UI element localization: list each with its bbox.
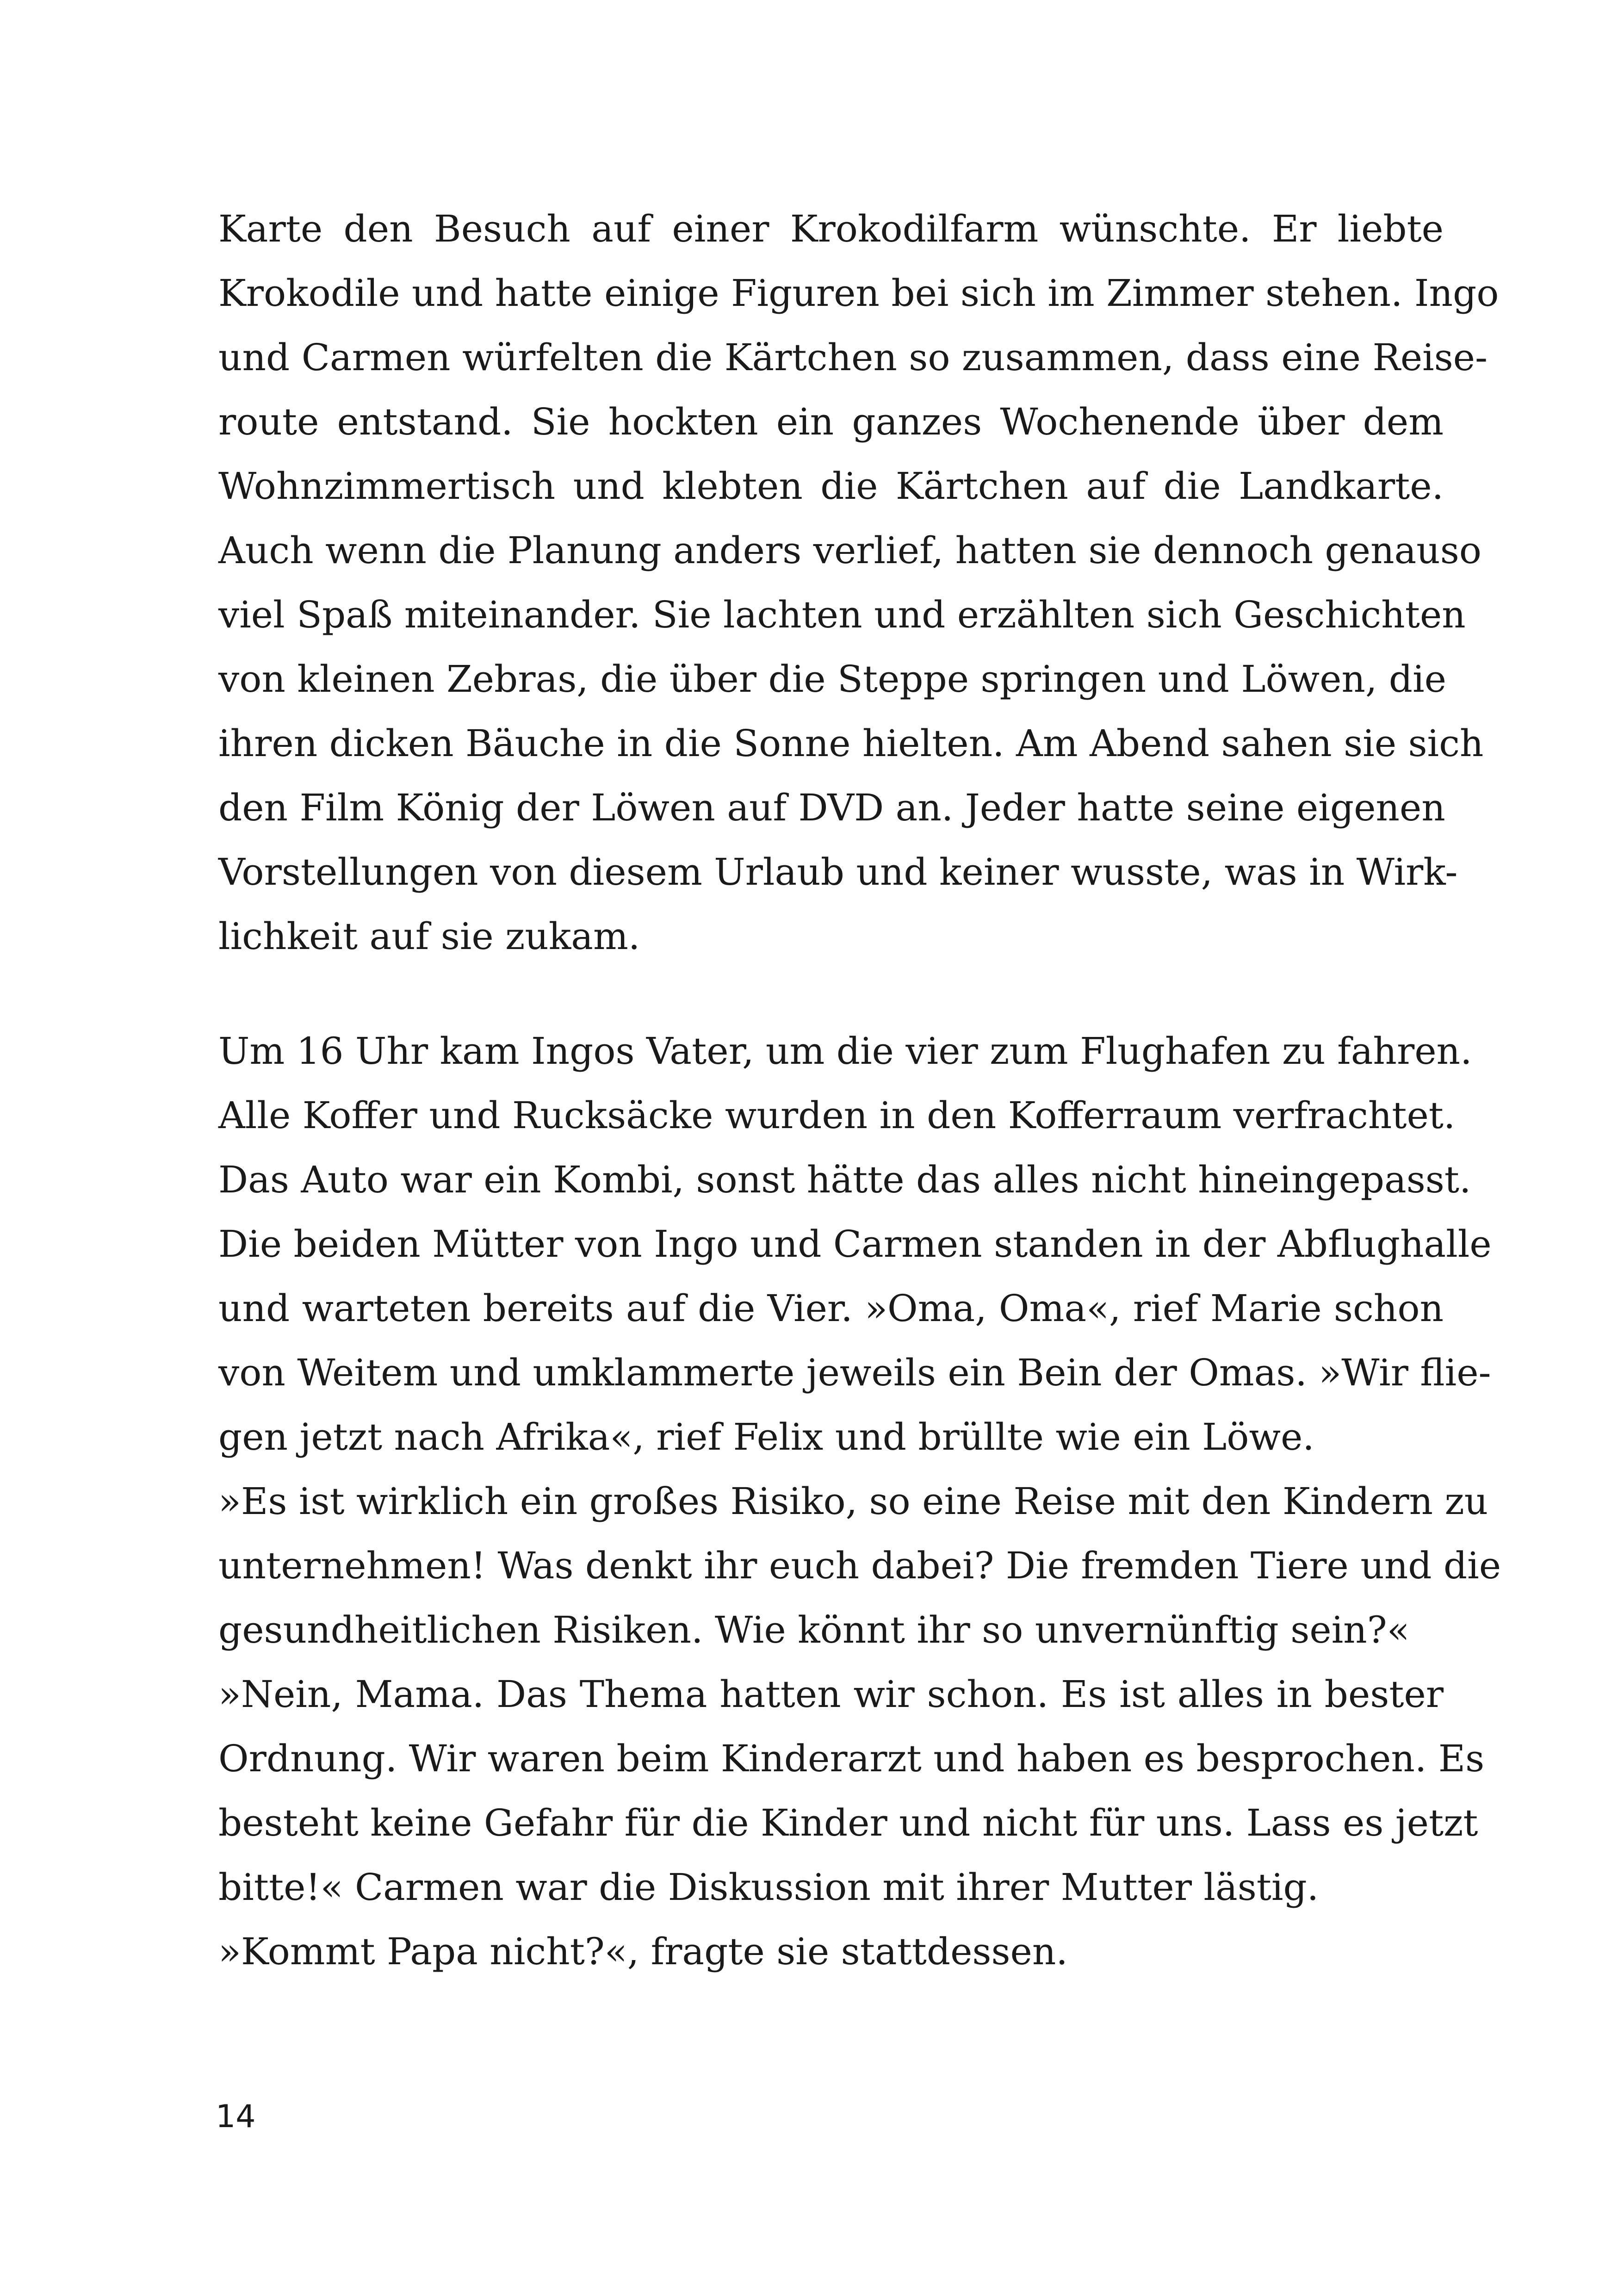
text-line: »Es ist wirklich ein großes Risiko, so eine Reise mit den Kindern zu bbox=[218, 1480, 1488, 1523]
text-line: Vorstellungen von diesem Urlaub und keiner wusste, was in Wirk- bbox=[218, 850, 1458, 894]
text-line: von kleinen Zebras, die über die Steppe springen und Löwen, die bbox=[218, 658, 1446, 701]
text-line: Das Auto war ein Kombi, sonst hätte das alles nicht hineingepasst. bbox=[218, 1158, 1471, 1201]
text-line: Ordnung. Wir waren beim Kinderarzt und haben es besprochen. Es bbox=[218, 1737, 1485, 1780]
text-line: Krokodile und hatte einige Figuren bei sich im Zimmer stehen. Ingo bbox=[218, 272, 1499, 315]
text-line: besteht keine Gefahr für die Kinder und nicht für uns. Lass es jetzt bbox=[218, 1801, 1478, 1844]
paragraph-1 bbox=[218, 197, 1499, 968]
text-line: Alle Koffer und Rucksäcke wurden in den Kofferraum verfrachtet. bbox=[218, 1094, 1456, 1137]
text-line: Auch wenn die Planung anders verlief, hatten sie dennoch genauso bbox=[218, 529, 1482, 572]
text-line: Karte den Besuch auf einer Krokodilfarm wünschte. Er liebte bbox=[218, 207, 1444, 250]
text-line: unternehmen! Was denkt ihr euch dabei? Die fremden Tiere und die bbox=[218, 1544, 1501, 1587]
text-line: viel Spaß miteinander. Sie lachten und erzählten sich Geschichten bbox=[218, 593, 1466, 636]
text-line: Die beiden Mütter von Ingo und Carmen standen in der Abflughalle bbox=[218, 1222, 1492, 1266]
text-line: Um 16 Uhr kam Ingos Vater, um die vier zum Flughafen zu fahren. bbox=[218, 1030, 1472, 1073]
page-number: 14 bbox=[216, 2098, 256, 2135]
text-line: gesundheitlichen Risiken. Wie könnt ihr so unvernünftig sein?« bbox=[218, 1608, 1410, 1651]
text-line: Wohnzimmertisch und klebten die Kärtchen auf die Landkarte. bbox=[218, 465, 1444, 508]
text-line: von Weitem und umklammerte jeweils ein Bein der Omas. »Wir flie- bbox=[218, 1351, 1491, 1394]
text-line: »Nein, Mama. Das Thema hatten wir schon. Es ist alles in bester bbox=[218, 1673, 1444, 1716]
text-line: »Kommt Papa nicht?«, fragte sie stattdessen. bbox=[218, 1930, 1068, 1973]
text-line: den Film König der Löwen auf DVD an. Jeder hatte seine eigenen bbox=[218, 786, 1445, 829]
text-line: und Carmen würfelten die Kärtchen so zusammen, dass eine Reise- bbox=[218, 336, 1488, 379]
paragraph-2 bbox=[218, 1019, 1501, 1984]
text-line: und warteten bereits auf die Vier. »Oma, Oma«, rief Marie schon bbox=[218, 1287, 1444, 1330]
text-line: gen jetzt nach Afrika«, rief Felix und brüllte wie ein Löwe. bbox=[218, 1415, 1314, 1458]
text-line: bitte!« Carmen war die Diskussion mit ihrer Mutter lästig. bbox=[218, 1866, 1319, 1909]
text-line: lichkeit auf sie zukam. bbox=[218, 915, 640, 958]
text-line: ihren dicken Bäuche in die Sonne hielten. Am Abend sahen sie sich bbox=[218, 722, 1484, 765]
text-line: route entstand. Sie hockten ein ganzes Wochenende über dem bbox=[218, 400, 1444, 443]
